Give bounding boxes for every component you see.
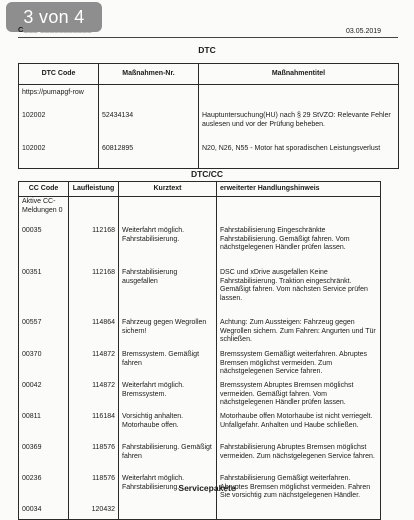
- cc-mileage-cell: 114872: [69, 350, 119, 381]
- cc-code-cell: 00034: [19, 505, 69, 520]
- cc-hint-cell: Fahrstabilisierung Abruptes Bremsen möglichst vermeiden. Zum nächstgelegenen Service fahren.: [217, 443, 381, 474]
- cc-short-text-cell: Weiterfahrt möglich. Bremssystem.: [119, 381, 217, 412]
- table-row: [19, 197, 381, 227]
- cc-code-cell: Aktive CC-Meldungen 0: [19, 197, 69, 227]
- cc-section-title: DTC/CC: [190, 169, 224, 179]
- dtc-measure-title-cell: [199, 85, 399, 109]
- table-row: [19, 85, 399, 109]
- cc-hint-cell: Fahrstabilisierung Eingeschränkte Fahrstabilisierung. Gemäßigt fahren. Vom nächstgelegenen Händler prüfen lassen.: [217, 226, 381, 268]
- dtc-measure-nr-cell: 60812895: [99, 143, 199, 169]
- table-row: [19, 143, 399, 169]
- table-row: [19, 226, 381, 268]
- dtc-code-cell: 102002: [19, 108, 99, 143]
- table-row: [19, 381, 381, 412]
- table-row: [19, 412, 381, 443]
- cc-short-text-cell: [119, 197, 217, 227]
- cc-code-cell: 00236: [19, 474, 69, 505]
- cc-table: [18, 181, 381, 520]
- cc-code-cell: 00351: [19, 268, 69, 318]
- dtc-code-cell[interactable]: https://pumapgf-row: [19, 85, 99, 109]
- page-indicator-badge: 3 von 4: [6, 2, 102, 32]
- table-row: [19, 443, 381, 474]
- cc-mileage-cell: 118576: [69, 474, 119, 505]
- table-row: [19, 350, 381, 381]
- cc-code-cell: 00557: [19, 318, 69, 350]
- cc-mileage-cell: 112168: [69, 226, 119, 268]
- dtc-measure-nr-cell: [99, 85, 199, 109]
- cc-hint-cell: [217, 505, 381, 520]
- header-divider: [18, 37, 398, 38]
- cc-short-text-cell: Weiterfahrt möglich. Fahrstabilisierung.: [119, 226, 217, 268]
- cc-col-code: CC Code: [19, 182, 69, 197]
- dtc-table: [18, 63, 399, 169]
- cc-hint-cell: Achtung: Zum Aussteigen: Fahrzeug gegen Wegrollen sichern. Zum Fahren: Angurten und Tür schließen.: [217, 318, 381, 350]
- dtc-code-cell: 102002: [19, 143, 99, 169]
- report-date: 03.05.2019: [346, 28, 382, 35]
- table-row: [19, 108, 399, 143]
- dtc-col-measure-title: Maßnahmentitel: [199, 64, 399, 85]
- table-row: [19, 505, 381, 520]
- cc-mileage-cell: 116184: [69, 412, 119, 443]
- cc-short-text-cell: Fahrstabilisierung. Gemäßigt fahren: [119, 443, 217, 474]
- service-packages-title: Servicepakete: [178, 483, 236, 493]
- cc-short-text-cell: Vorsichtig anhalten. Motorhaube offen.: [119, 412, 217, 443]
- cc-short-text-cell: Weiterfahrt möglich. Fahrstabilisierung.: [119, 474, 217, 505]
- table-row: [19, 268, 381, 318]
- cc-short-text-cell: Bremssystem. Gemäßigt fahren: [119, 350, 217, 381]
- cc-mileage-cell: 114872: [69, 381, 119, 412]
- cc-hint-cell: DSC und xDrive ausgefallen Keine Fahrstabilisierung. Traktion eingeschränkt. Gemäßigt fahren. Vom nächsten Service prüfen lassen.: [217, 268, 381, 318]
- cc-short-text-cell: Fahrzeug gegen Wegrollen sichern!: [119, 318, 217, 350]
- dtc-header-row: [19, 64, 399, 85]
- cc-code-cell: 00042: [19, 381, 69, 412]
- cc-mileage-cell: 120432: [69, 505, 119, 520]
- dtc-measure-title-cell: Hauptuntersuchung(HU) nach § 29 StVZO: Relevante Fehler auslesen und vor der Prüfung beheben.: [199, 108, 399, 143]
- table-row: [19, 318, 381, 350]
- cc-short-text-cell: [119, 505, 217, 520]
- report-header-title: C___ ___________: [18, 25, 92, 34]
- cc-hint-cell: Motorhaube offen Motorhaube ist nicht verriegelt. Unfallgefahr. Anhalten und Haube schließen.: [217, 412, 381, 443]
- cc-hint-cell: Bremssystem Abruptes Bremsen möglichst vermeiden. Gemäßigt fahren. Vom nächstgelegenen Händler prüfen lassen.: [217, 381, 381, 412]
- cc-code-cell: 00811: [19, 412, 69, 443]
- dtc-col-code: DTC Code: [19, 64, 99, 85]
- cc-hint-cell: Fahrstabilisierung Gemäßigt weiterfahren. Abruptes Bremsen möglichst vermeiden. Fahren Sie vorsichtig zum nächstgelegenen Händler.: [217, 474, 381, 505]
- cc-header-row: [19, 182, 381, 197]
- cc-col-short-text: Kurztext: [119, 182, 217, 197]
- cc-code-cell: 00370: [19, 350, 69, 381]
- cc-code-cell: 00369: [19, 443, 69, 474]
- dtc-measure-nr-cell: 52434134: [99, 108, 199, 143]
- dtc-section-title: DTC: [198, 45, 216, 55]
- dtc-measure-title-cell: N20, N26, N55 - Motor hat sporadischen Leistungsverlust: [199, 143, 399, 169]
- cc-mileage-cell: 112168: [69, 268, 119, 318]
- cc-short-text-cell: Fahrstabilisierung ausgefallen: [119, 268, 217, 318]
- cc-hint-cell: Bremssystem Gemäßigt weiterfahren. Abruptes Bremsen möglichst vermeiden. Zum nächstgelegenen Service fahren.: [217, 350, 381, 381]
- cc-hint-cell: [217, 197, 381, 227]
- cc-mileage-cell: 118576: [69, 443, 119, 474]
- cc-mileage-cell: 114864: [69, 318, 119, 350]
- cc-col-mileage: Laufleistung: [69, 182, 119, 197]
- cc-code-cell: 00035: [19, 226, 69, 268]
- cc-col-extended-hint: erweiterter Handlungshinweis: [217, 182, 381, 197]
- dtc-col-measure-nr: Maßnahmen-Nr.: [99, 64, 199, 85]
- cc-mileage-cell: [69, 197, 119, 227]
